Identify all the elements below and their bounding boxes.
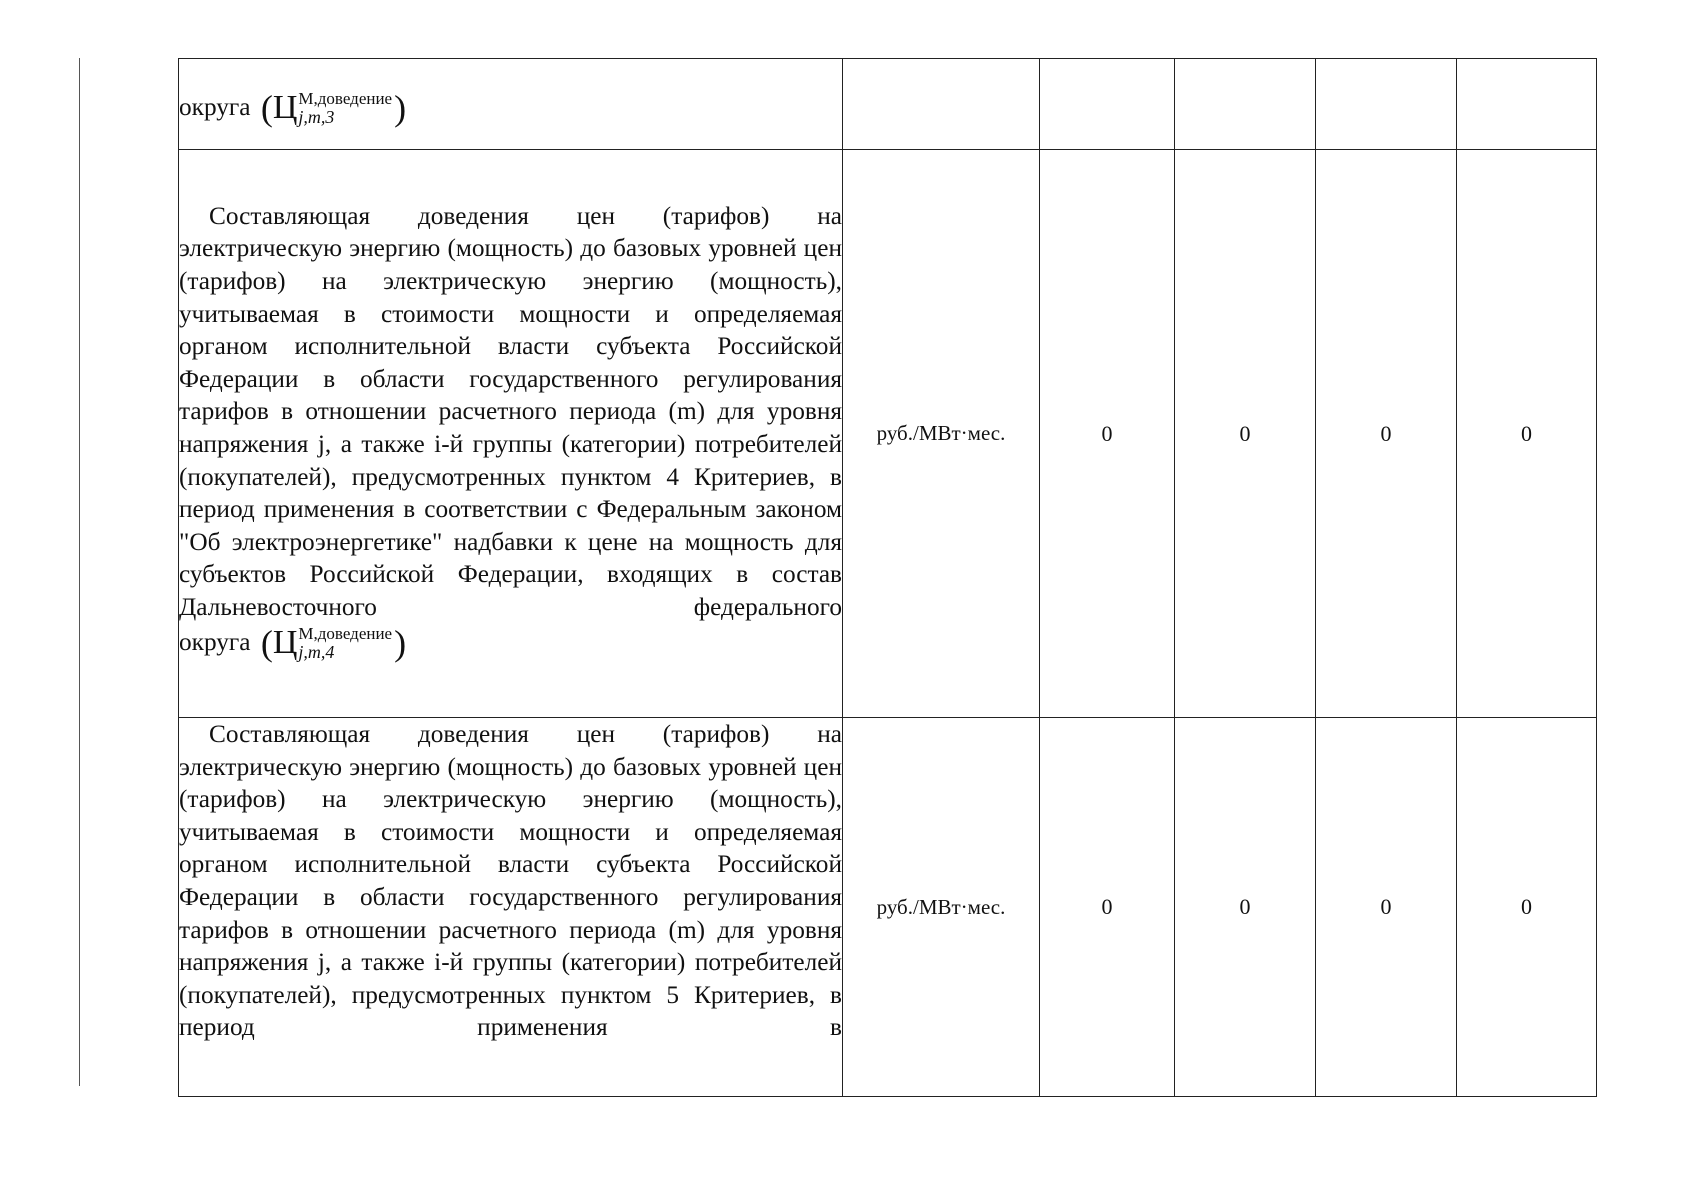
value-cell: 0 — [1316, 150, 1457, 718]
formula-symbol: Ц — [272, 88, 298, 126]
formula-subscript: j,m,3 — [298, 106, 335, 127]
value-cell: 0 — [1175, 718, 1316, 1097]
description-cell — [179, 718, 843, 1097]
value-cell: 0 — [1040, 150, 1175, 718]
tariff-table — [178, 58, 1597, 1097]
formula-superscript: М,доведение — [298, 624, 393, 644]
formula-symbol: Ц — [272, 624, 298, 662]
price-formula: (Ц М,доведение j,m,3 ) — [260, 87, 407, 128]
description-cell — [179, 150, 843, 718]
table-row — [179, 718, 1597, 1097]
table-row — [179, 150, 1597, 718]
value-cell: 0 — [1457, 718, 1597, 1097]
price-formula: (Ц М,доведение j,m,4 ) — [260, 623, 407, 664]
formula-superscript: М,доведение — [298, 88, 393, 108]
value-cell: 0 — [1457, 150, 1597, 718]
value-cell — [1316, 59, 1457, 150]
unit-cell: руб./МВт·мес. — [843, 150, 1040, 718]
value-cell — [1175, 59, 1316, 150]
description-cell — [179, 59, 843, 150]
value-cell: 0 — [1040, 718, 1175, 1097]
formula-line — [179, 88, 842, 132]
unit-cell — [843, 59, 1040, 150]
formula-label: округа — [179, 628, 251, 657]
unit-cell: руб./МВт·мес. — [843, 718, 1040, 1097]
description-text: Составляющая доведения цен (тарифов) на электрическую энергию (мощность) до базовых уровней цен (тарифов) на электрическую энергию (мощность), учитываемая в стоимости мощности и определяемая органом исполнительной власти субъекта Российской Федерации в области государственного регулирования тарифов в отношении расчетного периода (m) для уровня напряжения j, а также i-й группы (категории) потребителей (покупателей), предусмотренных пунктом 5 Критериев, в период применения в — [179, 720, 842, 1042]
formula-line — [179, 623, 842, 667]
value-cell: 0 — [1175, 150, 1316, 718]
description-text: Составляющая доведения цен (тарифов) на электрическую энергию (мощность) до базовых уровней цен (тарифов) на электрическую энергию (мощность), учитываемая в стоимости мощности и определяемая органом исполнительной власти субъекта Российской Федерации в области государственного регулирования тарифов в отношении расчетного периода (m) для уровня напряжения j, а также i-й группы (категории) потребителей (покупателей), предусмотренных пунктом 4 Критериев, в период применения в соответствии с Федеральным законом "Об электроэнергетике" надбавки к цене на мощность для субъектов Российской Федерации, входящих в состав Дальневосточного федерального — [179, 201, 842, 621]
value-cell: 0 — [1316, 718, 1457, 1097]
formula-label: округа — [179, 93, 251, 122]
page-margin-line — [79, 58, 80, 1086]
value-cell — [1040, 59, 1175, 150]
table-row — [179, 59, 1597, 150]
value-cell — [1457, 59, 1597, 150]
formula-subscript: j,m,4 — [298, 642, 335, 663]
